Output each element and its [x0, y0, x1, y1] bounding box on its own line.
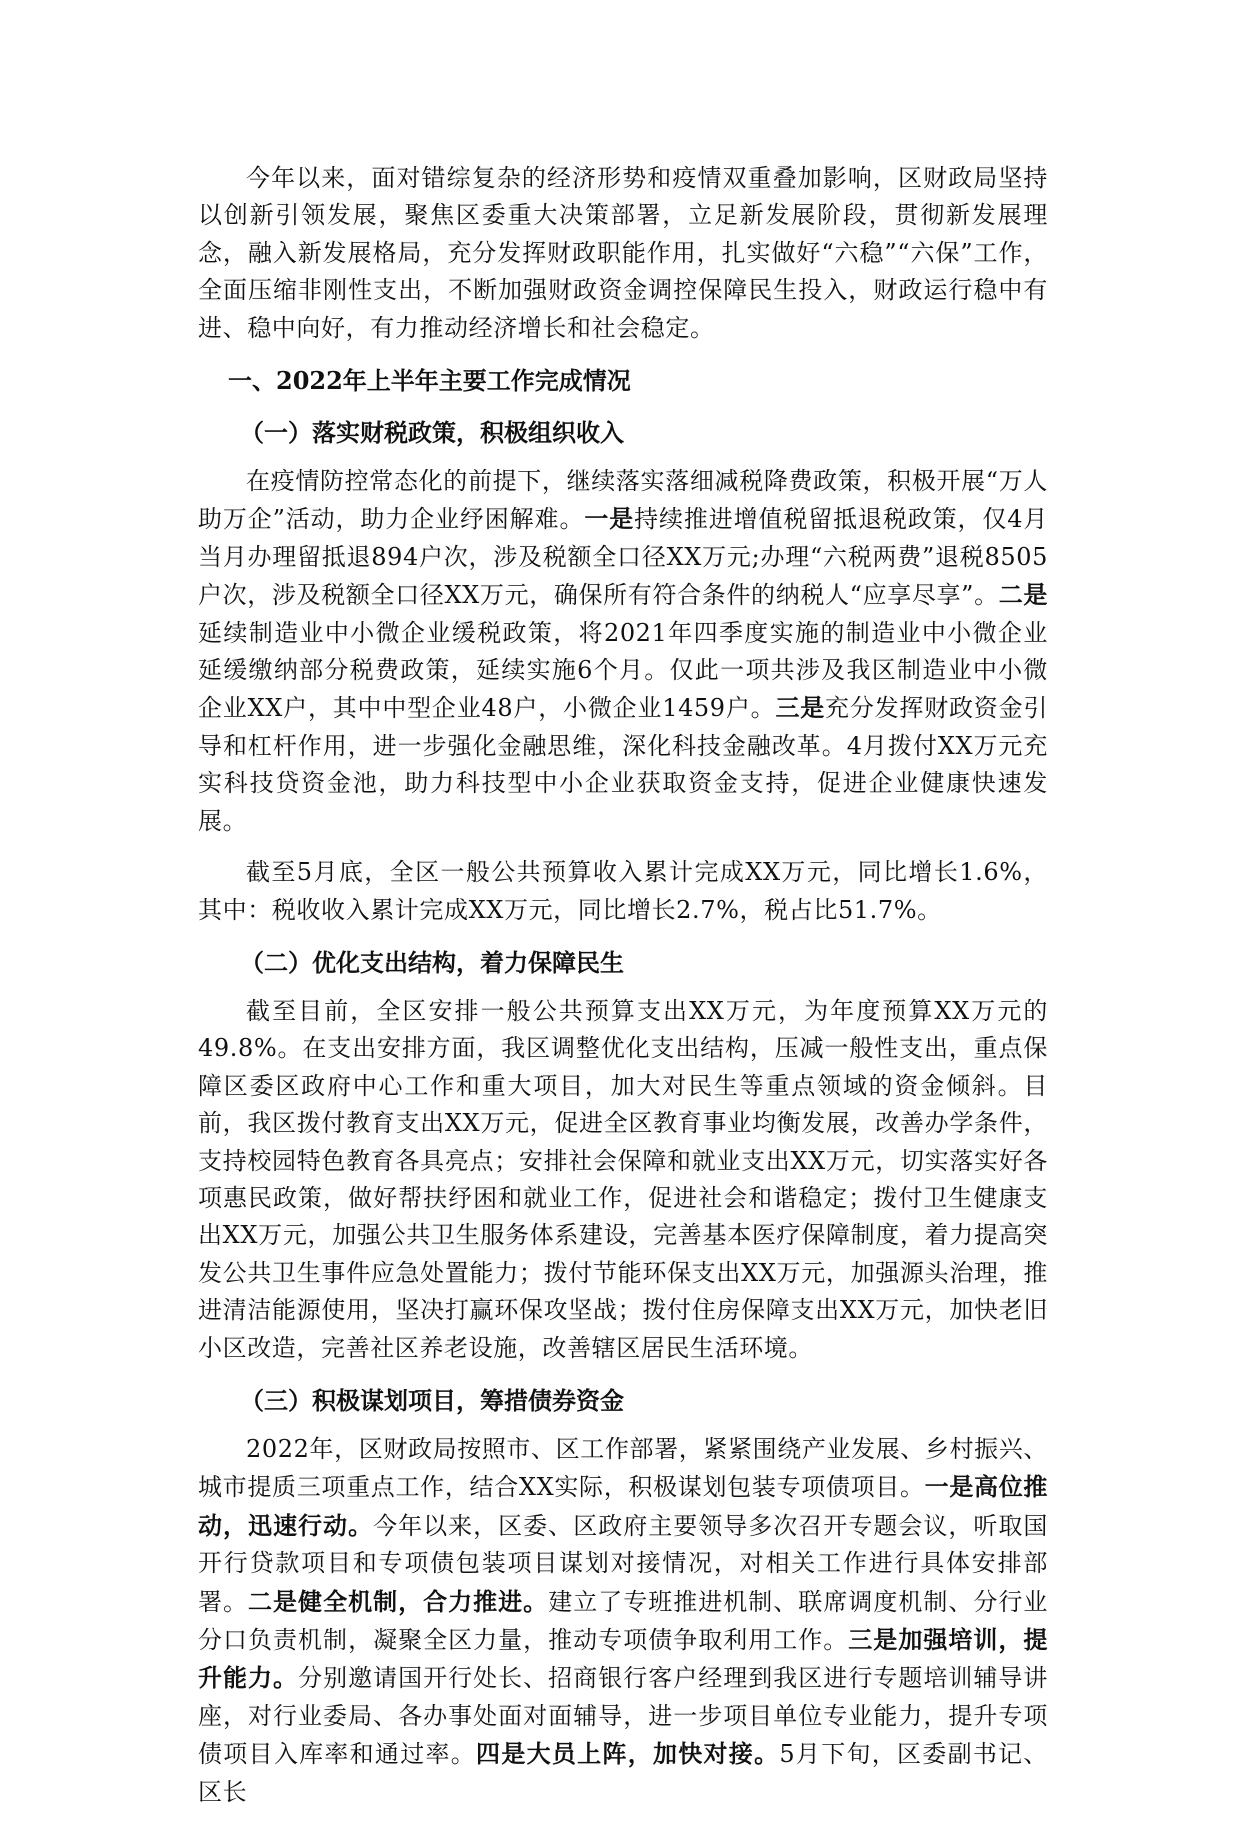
text-run: 持续推进增值税留抵退税政策，仅4月当月办理留抵退894户次，涉及税额全口径XX万元;办理“六税两费”退税8505户次，涉及税额全口径XX万元，确保所有符合条件的纳税人“应享尽享”。 — [198, 505, 1049, 610]
emphasis-run: 一是 — [584, 504, 635, 534]
subsection-1-paragraph-1 — [198, 463, 1048, 840]
text-run: 建立了专班推进机制、联席调度机制、分行业分口负责机制，凝聚全区力量，推动专项债争取利用工作。 — [198, 1587, 1049, 1654]
subsection-3-paragraph-1 — [198, 1431, 1048, 1811]
emphasis-run: 三是 — [775, 693, 826, 723]
section-heading-1: 一、2022年上半年主要工作完成情况 — [228, 366, 631, 396]
text-run: 5月下旬，区委副书记、区长 — [198, 1740, 1049, 1806]
emphasis-run: 四是大员上阵，加快对接。 — [476, 1739, 780, 1769]
emphasis-run: 三是加强培训，提升能力。 — [198, 1625, 1048, 1693]
text-run: 延续制造业中小微企业缓税政策，将2021年四季度实施的制造业中小微企业延缓缴纳部分税费政策，延续实施6个月。仅此一项共涉及我区制造业中小微企业XX户，其中中型企业48户，小微企业1459户。 — [198, 618, 1048, 723]
intro-paragraph: 今年以来，面对错综复杂的经济形势和疫情双重叠加影响，区财政局坚持以创新引领发展，聚焦区委重大决策部署，立足新发展阶段，贯彻新发展理念，融入新发展格局，充分发挥财政职能作用，扎实做好“六稳”“六保”工作，全面压缩非刚性支出，不断加强财政资金调控保障民生投入，财政运行稳中有进、稳中向好，有力推动经济增长和社会稳定。 — [198, 164, 1048, 342]
document-body — [198, 160, 1048, 1825]
text-run: 分别邀请国开行处长、招商银行客户经理到我区进行专题培训辅导讲座，对行业委局、各办事处面对面辅导，进一步项目单位专业能力，提升专项债项目入库率和通过率。 — [198, 1664, 1049, 1769]
emphasis-run: 二是健全机制，合力推进。 — [248, 1586, 549, 1616]
text-run: 充分发挥财政资金引导和杠杆作用，进一步强化金融思维，深化科技金融改革。4月拨付XX万元充实科技贷资金池，助力科技型中小企业获取资金支持，促进企业健康快速发展。 — [198, 694, 1048, 835]
text-run: 2022年，区财政局按照市、区工作部署，紧紧围绕产业发展、乡村振兴、城市提质三项重点工作，结合XX实际，积极谋划包装专项债项目。 — [198, 1434, 1048, 1502]
emphasis-run: 二是 — [998, 580, 1048, 610]
subsection-heading-2: （二）优化支出结构，着力保障民生 — [240, 947, 624, 977]
text-run: 今年以来，区委、区政府主要领导多次召开专题会议，听取国开行贷款项目和专项债包装项目谋划对接情况，对相关工作进行具体安排部署。 — [198, 1511, 1049, 1616]
subsection-heading-1: （一）落实财税政策，积极组织收入 — [240, 418, 624, 448]
subsection-1-paragraph-2: 截至5月底，全区一般公共预算收入累计完成XX万元，同比增长1.6%，其中：税收收入累计完成XX万元，同比增长2.7%，税占比51.7%。 — [198, 858, 1048, 924]
text-run: 在疫情防控常态化的前提下，继续落实落细减税降费政策，积极开展“万人助万企”活动，助力企业纾困解难。 — [198, 467, 1048, 534]
emphasis-run: 一是高位推动，迅速行动。 — [198, 1472, 1048, 1540]
subsection-2-paragraph-1: 截至目前，全区安排一般公共预算支出XX万元，为年度预算XX万元的49.8%。在支出安排方面，我区调整优化支出结构，压减一般性支出，重点保障区委区政府中心工作和重大项目，加大对民生等重点领域的资金倾斜。目前，我区拨付教育支出XX万元，促进全区教育事业均衡发展，改善办学条件，支持校园特色教育各具亮点；安排社会保障和就业支出XX万元，切实落实好各项惠民政策，做好帮扶纾困和就业工作，促进社会和谐稳定；拨付卫生健康支出XX万元，加强公共卫生服务体系建设，完善基本医疗保障制度，着力提高突发公共卫生事件应急处置能力；拨付节能环保支出XX万元，加强源头治理，推进清洁能源使用，坚决打赢环保攻坚战；拨付住房保障支出XX万元，加快老旧小区改造，完善社区养老设施，改善辖区居民生活环境。 — [198, 996, 1048, 1362]
subsection-heading-3: （三）积极谋划项目，筹措债券资金 — [240, 1385, 624, 1415]
